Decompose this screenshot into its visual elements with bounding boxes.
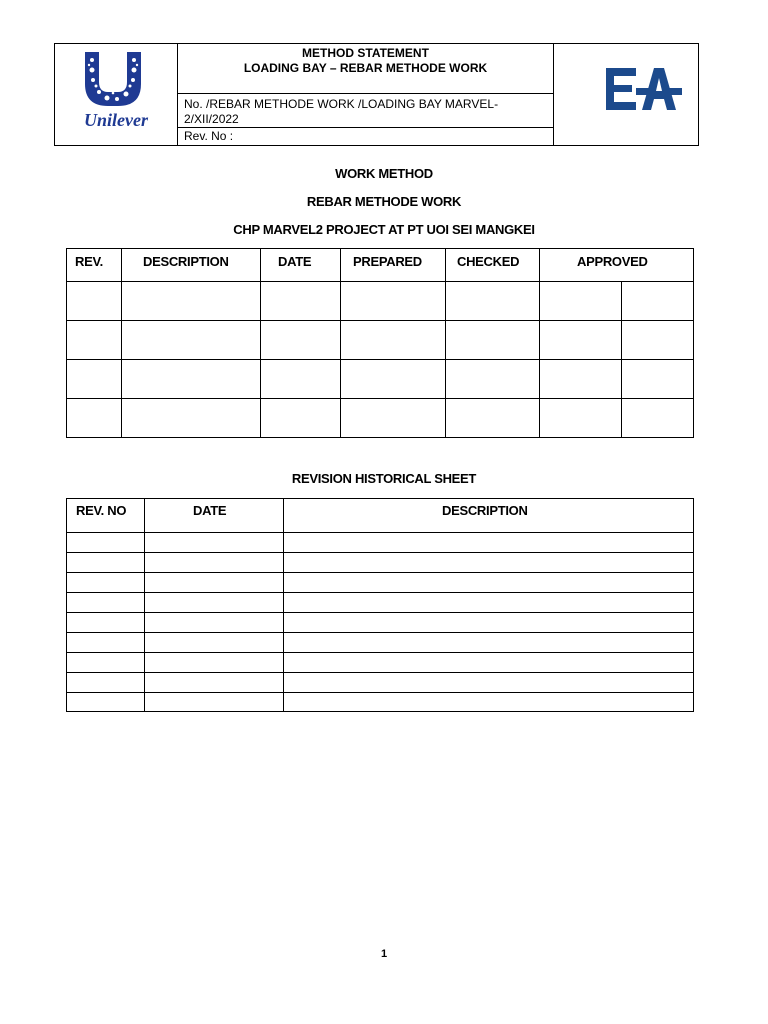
page-number: 1 [380,948,388,960]
revision-row-divider [66,692,694,693]
approval-col-divider [121,248,122,438]
revision-number: Rev. No : [184,129,234,143]
unilever-u-icon [55,44,177,144]
approval-row-divider [66,398,694,399]
document-number [178,94,553,128]
document-number-line1: No. /REBAR METHODE WORK /LOADING BAY MARVEL- [184,97,499,111]
approval-header-approved: APPROVED [577,254,648,269]
revision-header-date: DATE [193,503,227,518]
approval-header-rev: REV. [75,254,103,269]
document-header [54,43,699,146]
revision-header-description: DESCRIPTION [442,503,528,518]
approval-row-divider [66,281,694,282]
approval-row-divider [66,359,694,360]
document-number-line2: 2/XII/2022 [184,112,239,126]
revision-table-border [66,498,694,712]
revision-row-divider [66,632,694,633]
approval-header-date: DATE [278,254,312,269]
revision-row-divider [66,532,694,533]
revision-header-rev-no: REV. NO [76,503,127,518]
svg-text:Unilever: Unilever [84,110,148,130]
revision-col-divider [283,498,284,712]
header-title-line1: METHOD STATEMENT [302,46,429,60]
approval-table-border [66,248,694,438]
approval-col-divider [621,281,622,438]
ea-logo [553,44,698,145]
work-method-title: WORK METHOD [335,166,433,181]
revision-row-divider [66,652,694,653]
unilever-logo [55,44,178,145]
project-title: CHP MARVEL2 PROJECT AT PT UOI SEI MANGKEI [233,222,535,237]
approval-header-description: DESCRIPTION [143,254,229,269]
header-title-line2: LOADING BAY – REBAR METHODE WORK [243,61,488,75]
approval-header-prepared: PREPARED [353,254,422,269]
revision-row-divider [66,552,694,553]
approval-row-divider [66,320,694,321]
header-title [178,44,553,94]
revision-row-divider [66,572,694,573]
approval-col-divider [260,248,261,438]
revision-row-divider [66,612,694,613]
approval-col-divider [445,248,446,438]
svg-text:EA: EA [554,44,556,45]
revision-row-divider [66,672,694,673]
revision-col-divider [144,498,145,712]
ea-logo-icon [554,44,698,144]
revision-row-divider [66,592,694,593]
revision-history-title: REVISION HISTORICAL SHEET [291,471,477,486]
approval-header-checked: CHECKED [457,254,520,269]
approval-col-divider [340,248,341,438]
approval-col-divider [539,248,540,438]
rebar-method-title: REBAR METHODE WORK [306,194,462,209]
